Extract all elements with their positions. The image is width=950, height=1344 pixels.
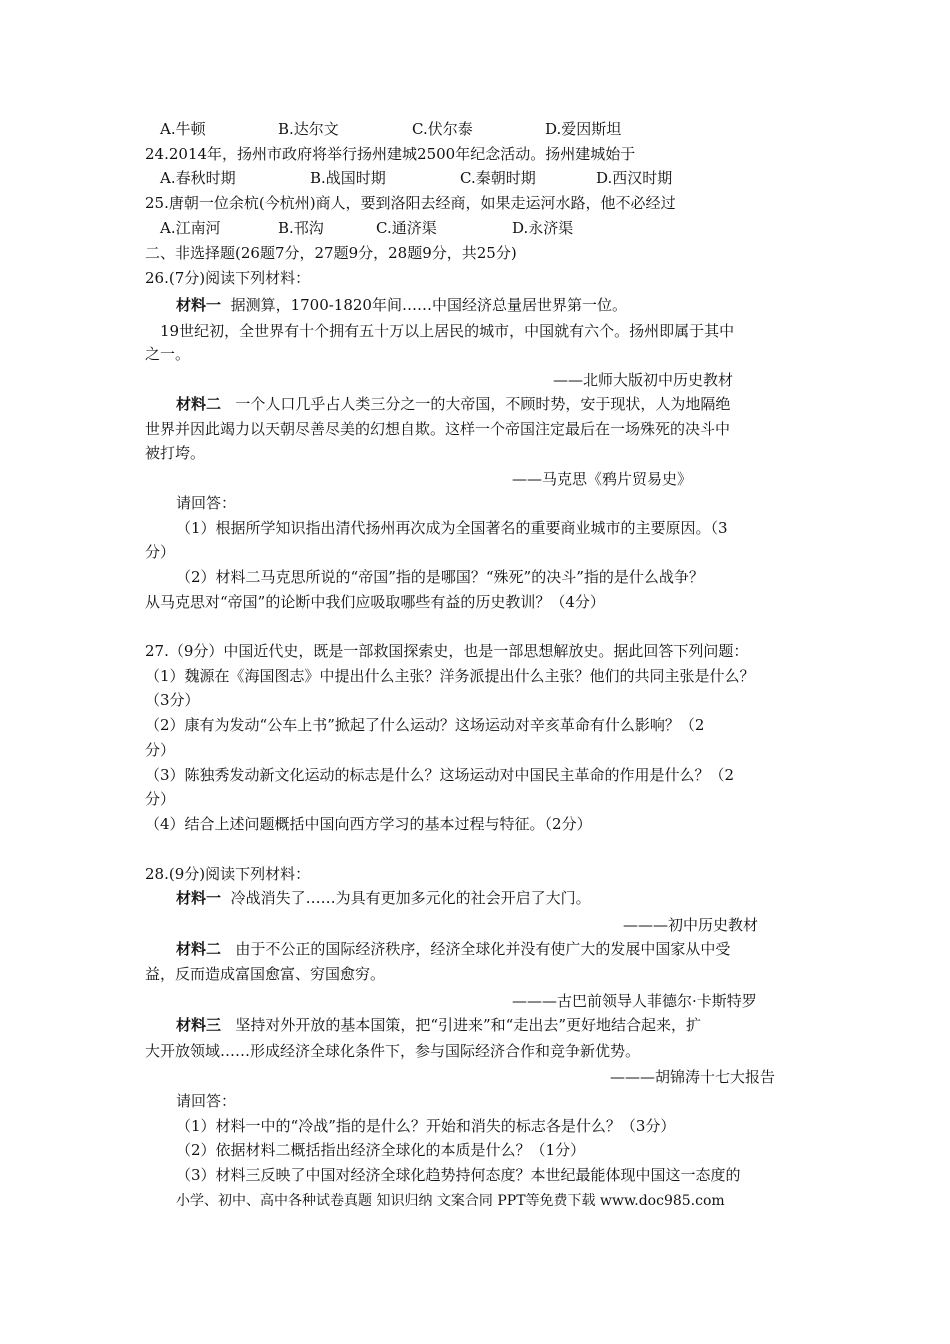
q26-prompt: 请回答： bbox=[176, 494, 237, 512]
q28-material-two-line1: 由于不公正的国际经济秩序，经济全球化并没有使广大的发展中国家从中受 bbox=[235, 940, 731, 958]
q26-material-one-line3: 之一。 bbox=[145, 345, 191, 363]
q28-material-one-text: 冷战消失了……为具有更加多元化的社会开启了大门。 bbox=[230, 889, 591, 907]
q28-material-one bbox=[176, 888, 591, 908]
q28-material-one-label: 材料一 bbox=[176, 889, 222, 907]
q25-option-b: B.邗沟 bbox=[278, 219, 324, 237]
q24-option-c: C.秦朝时期 bbox=[460, 169, 536, 187]
q28-sub1: （1）材料一中的“冷战”指的是什么？开始和消失的标志各是什么？（3分） bbox=[176, 1117, 676, 1135]
q27-sub2-line2: 分） bbox=[145, 741, 176, 759]
q26-material-one-label: 材料一 bbox=[176, 296, 222, 314]
q26-sub2-line2: 从马克思对“帝国”的论断中我们应吸取哪些有益的历史教训？（4分） bbox=[145, 593, 605, 611]
q26-material-one-text: 据测算，1700-1820年间……中国经济总量居世界第一位。 bbox=[230, 296, 627, 314]
q28-stem: 28.(9分)阅读下列材料： bbox=[145, 865, 311, 883]
q28-sub3: （3）材料三反映了中国对经济全球化趋势持何态度？本世纪最能体现中国这一态度的 bbox=[176, 1166, 741, 1184]
q28-material-three-source: ———胡锦涛十七大报告 bbox=[610, 1068, 776, 1086]
q26-material-one bbox=[176, 295, 627, 315]
q26-stem: 26.(7分)阅读下列材料： bbox=[145, 269, 311, 287]
q28-material-three-line2: 大开放领域……形成经济全球化条件下，参与国际经济合作和竞争新优势。 bbox=[145, 1042, 641, 1060]
q28-material-three-label: 材料三 bbox=[176, 1016, 222, 1034]
q23-option-b: B.达尔文 bbox=[278, 120, 339, 138]
q23-option-d: D.爱因斯坦 bbox=[545, 120, 622, 138]
q26-material-two bbox=[176, 394, 730, 414]
q24-option-d: D.西汉时期 bbox=[596, 169, 673, 187]
q26-sub1-line1: （1）根据所学知识指出清代扬州再次成为全国著名的重要商业城市的主要原因。（3 bbox=[176, 519, 728, 537]
q28-material-one-source: ———初中历史教材 bbox=[623, 916, 759, 934]
q23-option-a: A.牛顿 bbox=[160, 120, 206, 138]
q26-material-two-label: 材料二 bbox=[176, 395, 222, 413]
q28-material-two-label: 材料二 bbox=[176, 940, 222, 958]
q24-option-b: B.战国时期 bbox=[310, 169, 386, 187]
q28-material-two-line2: 益，反而造成富国愈富、穷国愈穷。 bbox=[145, 965, 386, 983]
q27-stem: 27.（9分）中国近代史，既是一部救国探索史，也是一部思想解放史。据此回答下列问题： bbox=[145, 642, 749, 660]
q24-option-a: A.春秋时期 bbox=[160, 169, 236, 187]
q26-material-two-line1: 一个人口几乎占人类三分之一的大帝国，不顾时势，安于现状，人为地隔绝 bbox=[235, 395, 731, 413]
q26-material-one-line2: 19世纪初，全世界有十个拥有五十万以上居民的城市，中国就有六个。扬州即属于其中 bbox=[160, 322, 735, 340]
q25-option-a: A.江南河 bbox=[160, 219, 221, 237]
q27-sub4: （4）结合上述问题概括中国向西方学习的基本过程与特征。（2分） bbox=[145, 815, 592, 833]
q28-material-three bbox=[176, 1015, 701, 1035]
footer-text: 小学、初中、高中各种试卷真题 知识归纳 文案合同 PPT等免费下载 www.doc985.com bbox=[176, 1193, 725, 1209]
q25-stem: 25.唐朝一位余杭(今杭州)商人，要到洛阳去经商，如果走运河水路，他不必经过 bbox=[145, 194, 676, 212]
q27-sub2-line1: （2）康有为发动“公车上书”掀起了什么运动？这场运动对辛亥革命有什么影响？（2 bbox=[145, 716, 705, 734]
q28-material-two bbox=[176, 939, 730, 959]
q26-material-one-source: ——北师大版初中历史教材 bbox=[553, 371, 734, 389]
q28-prompt: 请回答： bbox=[176, 1092, 237, 1110]
q28-material-three-line1: 坚持对外开放的基本国策，把“引进来”和“走出去”更好地结合起来，扩 bbox=[235, 1016, 702, 1034]
q26-material-two-line3: 被打垮。 bbox=[145, 444, 206, 462]
q24-stem: 24.2014年，扬州市政府将举行扬州建城2500年纪念活动。扬州建城始于 bbox=[145, 145, 636, 163]
q26-material-two-source: ——马克思《鸦片贸易史》 bbox=[512, 470, 693, 488]
section-heading: 二、非选择题(26题7分，27题9分，28题9分，共25分) bbox=[145, 244, 517, 262]
q28-sub2: （2）依据材料二概括指出经济全球化的本质是什么？（1分） bbox=[176, 1141, 586, 1159]
q27-sub3-line1: （3）陈独秀发动新文化运动的标志是什么？这场运动对中国民主革命的作用是什么？（2 bbox=[145, 766, 735, 784]
q27-sub1-line1: （1）魏源在《海国图志》中提出什么主张？洋务派提出什么主张？他们的共同主张是什么？ bbox=[145, 667, 755, 685]
q28-material-two-source: ———古巴前领导人菲德尔·卡斯特罗 bbox=[512, 992, 757, 1010]
q26-sub2-line1: （2）材料二马克思所说的“帝国”指的是哪国？“殊死”的决斗”指的是什么战争？ bbox=[176, 568, 704, 586]
q27-sub1-line2: （3分） bbox=[145, 691, 200, 709]
q23-option-c: C.伏尔泰 bbox=[412, 120, 473, 138]
q26-sub1-line2: 分） bbox=[145, 543, 176, 561]
q26-material-two-line2: 世界并因此竭力以天朝尽善尽美的幻想自欺。这样一个帝国注定最后在一场殊死的决斗中 bbox=[145, 420, 731, 438]
q27-sub3-line2: 分） bbox=[145, 790, 176, 808]
q25-option-c: C.通济渠 bbox=[376, 219, 437, 237]
q25-option-d: D.永济渠 bbox=[512, 219, 574, 237]
